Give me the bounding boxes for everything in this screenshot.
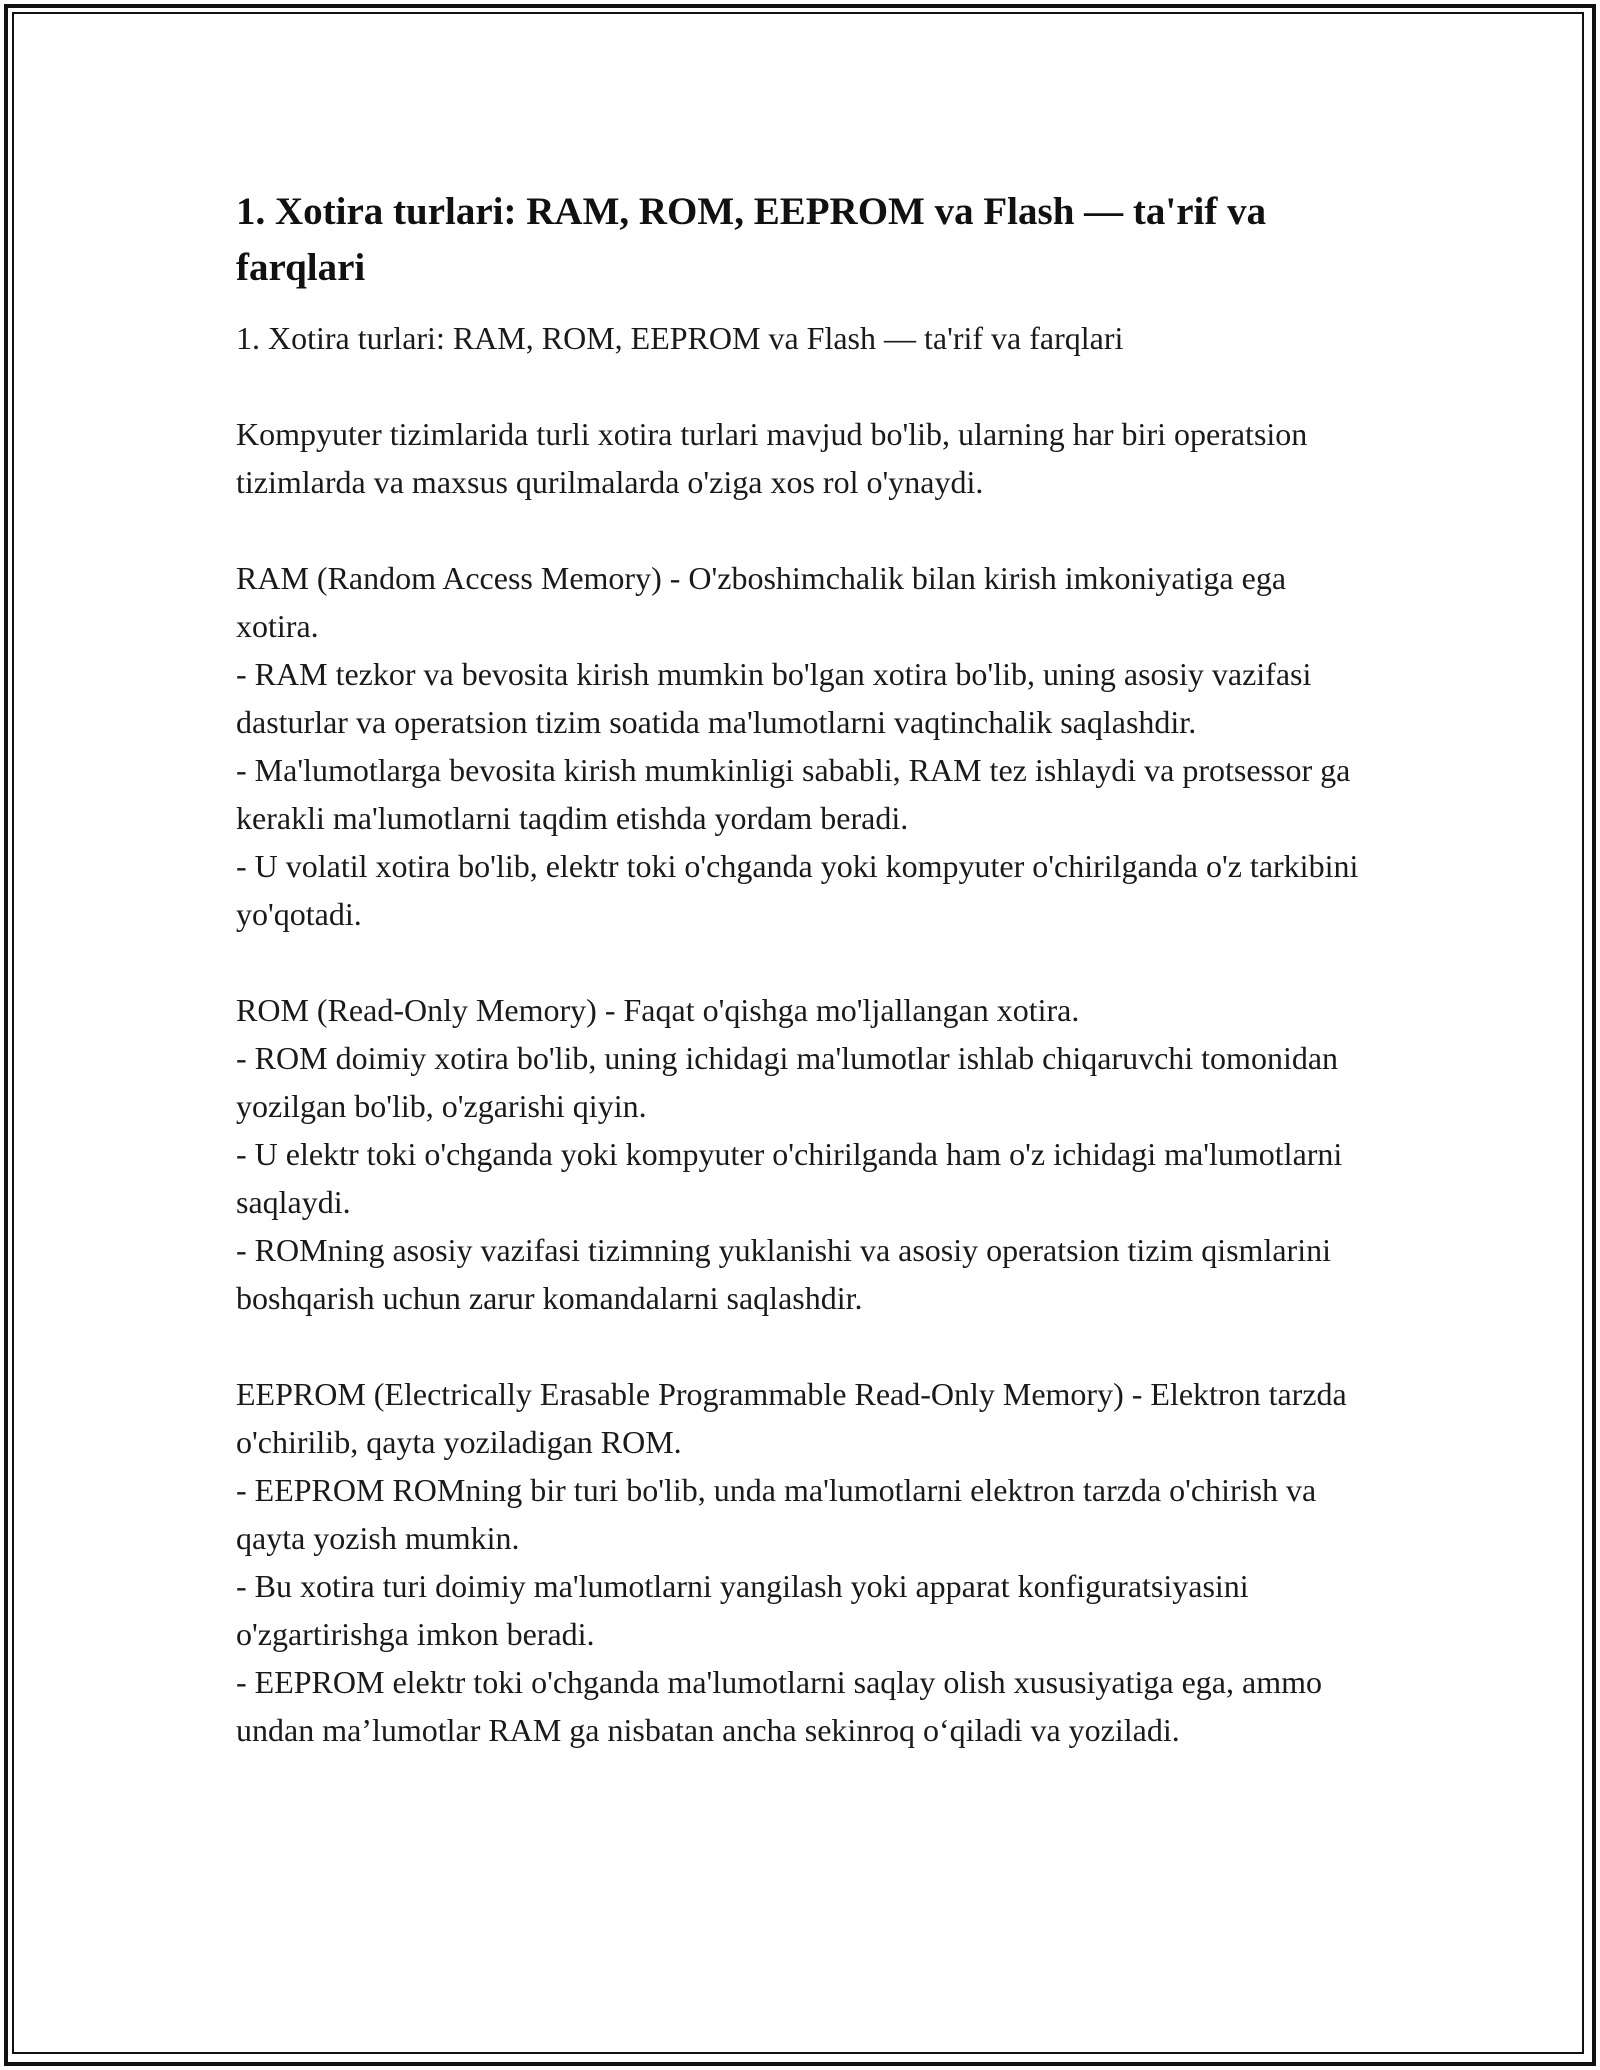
section-item: - ROM doimiy xotira bo'lib, uning ichidagi ma'lumotlar ishlab chiqaruvchi tomonidan yozilgan bo'lib, o'zgarishi qiyin. (236, 1040, 1339, 1124)
section-rom (236, 986, 1366, 1322)
document-subtitle: 1. Xotira turlari: RAM, ROM, EEPROM va Flash — ta'rif va farqlari (236, 320, 1124, 356)
section-item: - EEPROM ROMning bir turi bo'lib, unda ma'lumotlarni elektron tarzda o'chirish va qayta yozish mumkin. (236, 1472, 1317, 1556)
document-page (236, 184, 1366, 1754)
section-item: - ROMning asosiy vazifasi tizimning yuklanishi va asosiy operatsion tizim qismlarini boshqarish uchun zarur komandalarni saqlashdir. (236, 1232, 1331, 1316)
document-title: 1. Xotira turlari: RAM, ROM, EEPROM va Flash — ta'rif va farqlari (236, 190, 1267, 289)
section-heading: ROM (Read-Only Memory) - Faqat o'qishga mo'ljallangan xotira. (236, 992, 1080, 1028)
section-item: - RAM tezkor va bevosita kirish mumkin bo'lgan xotira bo'lib, uning asosiy vazifasi dasturlar va operatsion tizim soatida ma'lumotlarni vaqtinchalik saqlashdir. (236, 656, 1312, 740)
section-item: - U volatil xotira bo'lib, elektr toki o'chganda yoki kompyuter o'chirilganda o'z tarkibini yo'qotadi. (236, 848, 1359, 932)
section-item: - U elektr toki o'chganda yoki kompyuter o'chirilganda ham o'z ichidagi ma'lumotlarni saqlaydi. (236, 1136, 1343, 1220)
section-eeprom (236, 1370, 1366, 1754)
section-item: - Bu xotira turi doimiy ma'lumotlarni yangilash yoki apparat konfiguratsiyasini o'zgartirishga imkon beradi. (236, 1568, 1249, 1652)
intro-paragraph: Kompyuter tizimlarida turli xotira turlari mavjud bo'lib, ularning har biri operatsion tizimlarda va maxsus qurilmalarda o'ziga xos rol o'ynaydi. (236, 416, 1308, 500)
section-heading: RAM (Random Access Memory) - O'zboshimchalik bilan kirish imkoniyatiga ega xotira. (236, 560, 1287, 644)
section-item: - Ma'lumotlarga bevosita kirish mumkinligi sababli, RAM tez ishlaydi va protsessor ga kerakli ma'lumotlarni taqdim etishda yordam beradi. (236, 752, 1351, 836)
section-ram (236, 554, 1366, 938)
section-heading: EEPROM (Electrically Erasable Programmable Read-Only Memory) - Elektron tarzda o'chirilib, qayta yoziladigan ROM. (236, 1376, 1347, 1460)
section-item: - EEPROM elektr toki o'chganda ma'lumotlarni saqlay olish xususiyatiga ega, ammo undan ma’lumotlar RAM ga nisbatan ancha sekinroq o‘qiladi va yoziladi. (236, 1664, 1322, 1748)
